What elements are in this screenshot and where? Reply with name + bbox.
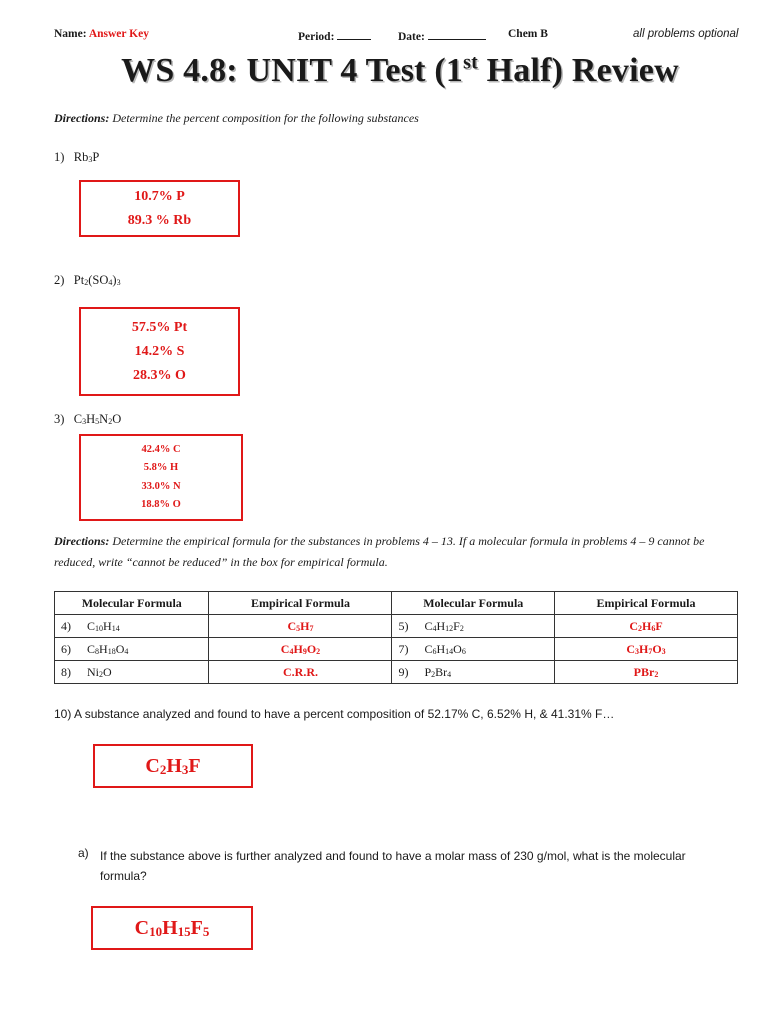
optional-note: all problems optional <box>633 28 739 40</box>
col-empirical-1: Empirical Formula <box>209 592 392 615</box>
answer-box-3: 42.4% C 5.8% H 33.0% N 18.8% O <box>79 434 243 521</box>
answer-box-10a: $C_{10}H_{15}F_5$ <box>91 906 253 950</box>
table-row: 4) $C_{10}H_{14}$ $C_5H_7$ 5) $C_4H_{12}F_2$ $C_2H_6F$ <box>55 615 738 638</box>
problem-2: 2) $Pt_2(SO_4)_3$ <box>54 273 121 287</box>
worksheet-title: WS 4.8: UNIT 4 Test (1st Half) Review <box>121 51 679 89</box>
class-label: Chem B <box>508 28 548 40</box>
date-blank <box>428 28 486 40</box>
table-row: 8) $Ni_2O$ C.R.R. 9) $P_2Br_4$ PBr$_2$ <box>55 661 738 684</box>
problem-3: 3) $C_3H_5N_2O$ <box>54 412 122 426</box>
directions-empirical: Directions: Determine the empirical formula for the substances in problems 4 – 13. If a molecular formula in problems 4 – 9 cannot be reduced, write “cannot be reduced” in the box for empirical formula. <box>54 534 705 569</box>
answer-box-10: $C_2H_3F$ <box>93 744 253 788</box>
period-blank <box>337 28 371 40</box>
col-empirical-2: Empirical Formula <box>555 592 738 615</box>
question-10: 10) A substance analyzed and found to have a percent composition of 52.17% C, 6.52% H, & 41.31% F… <box>54 707 615 721</box>
date-field: Date: <box>398 28 486 43</box>
directions-percent: Directions: Determine the percent composition for the following substances <box>54 111 419 125</box>
problem-1: 1) $Rb_3P$ <box>54 150 100 164</box>
table-header-row <box>55 592 738 615</box>
col-molecular-1: Molecular Formula <box>55 592 209 615</box>
period-field: Period: <box>298 28 371 43</box>
table-row: 6) $C_8H_{18}O_4$ $C_4H_9O_2$ 7) $C_6H_{14}O_6$ $C_3H_7O_3$ <box>55 638 738 661</box>
name-field: Name: Answer Key <box>54 28 149 40</box>
question-10a-label: a) <box>78 846 89 860</box>
answer-box-1: 10.7% P 89.3 % Rb <box>79 180 240 237</box>
answer-box-2: 57.5% Pt 14.2% S 28.3% O <box>79 307 240 396</box>
question-10a: If the substance above is further analyzed and found to have a molar mass of 230 g/mol, what is the molecular formula? <box>100 849 686 883</box>
col-molecular-2: Molecular Formula <box>392 592 555 615</box>
formula-table <box>54 591 738 684</box>
name-value: Answer Key <box>88 28 149 40</box>
